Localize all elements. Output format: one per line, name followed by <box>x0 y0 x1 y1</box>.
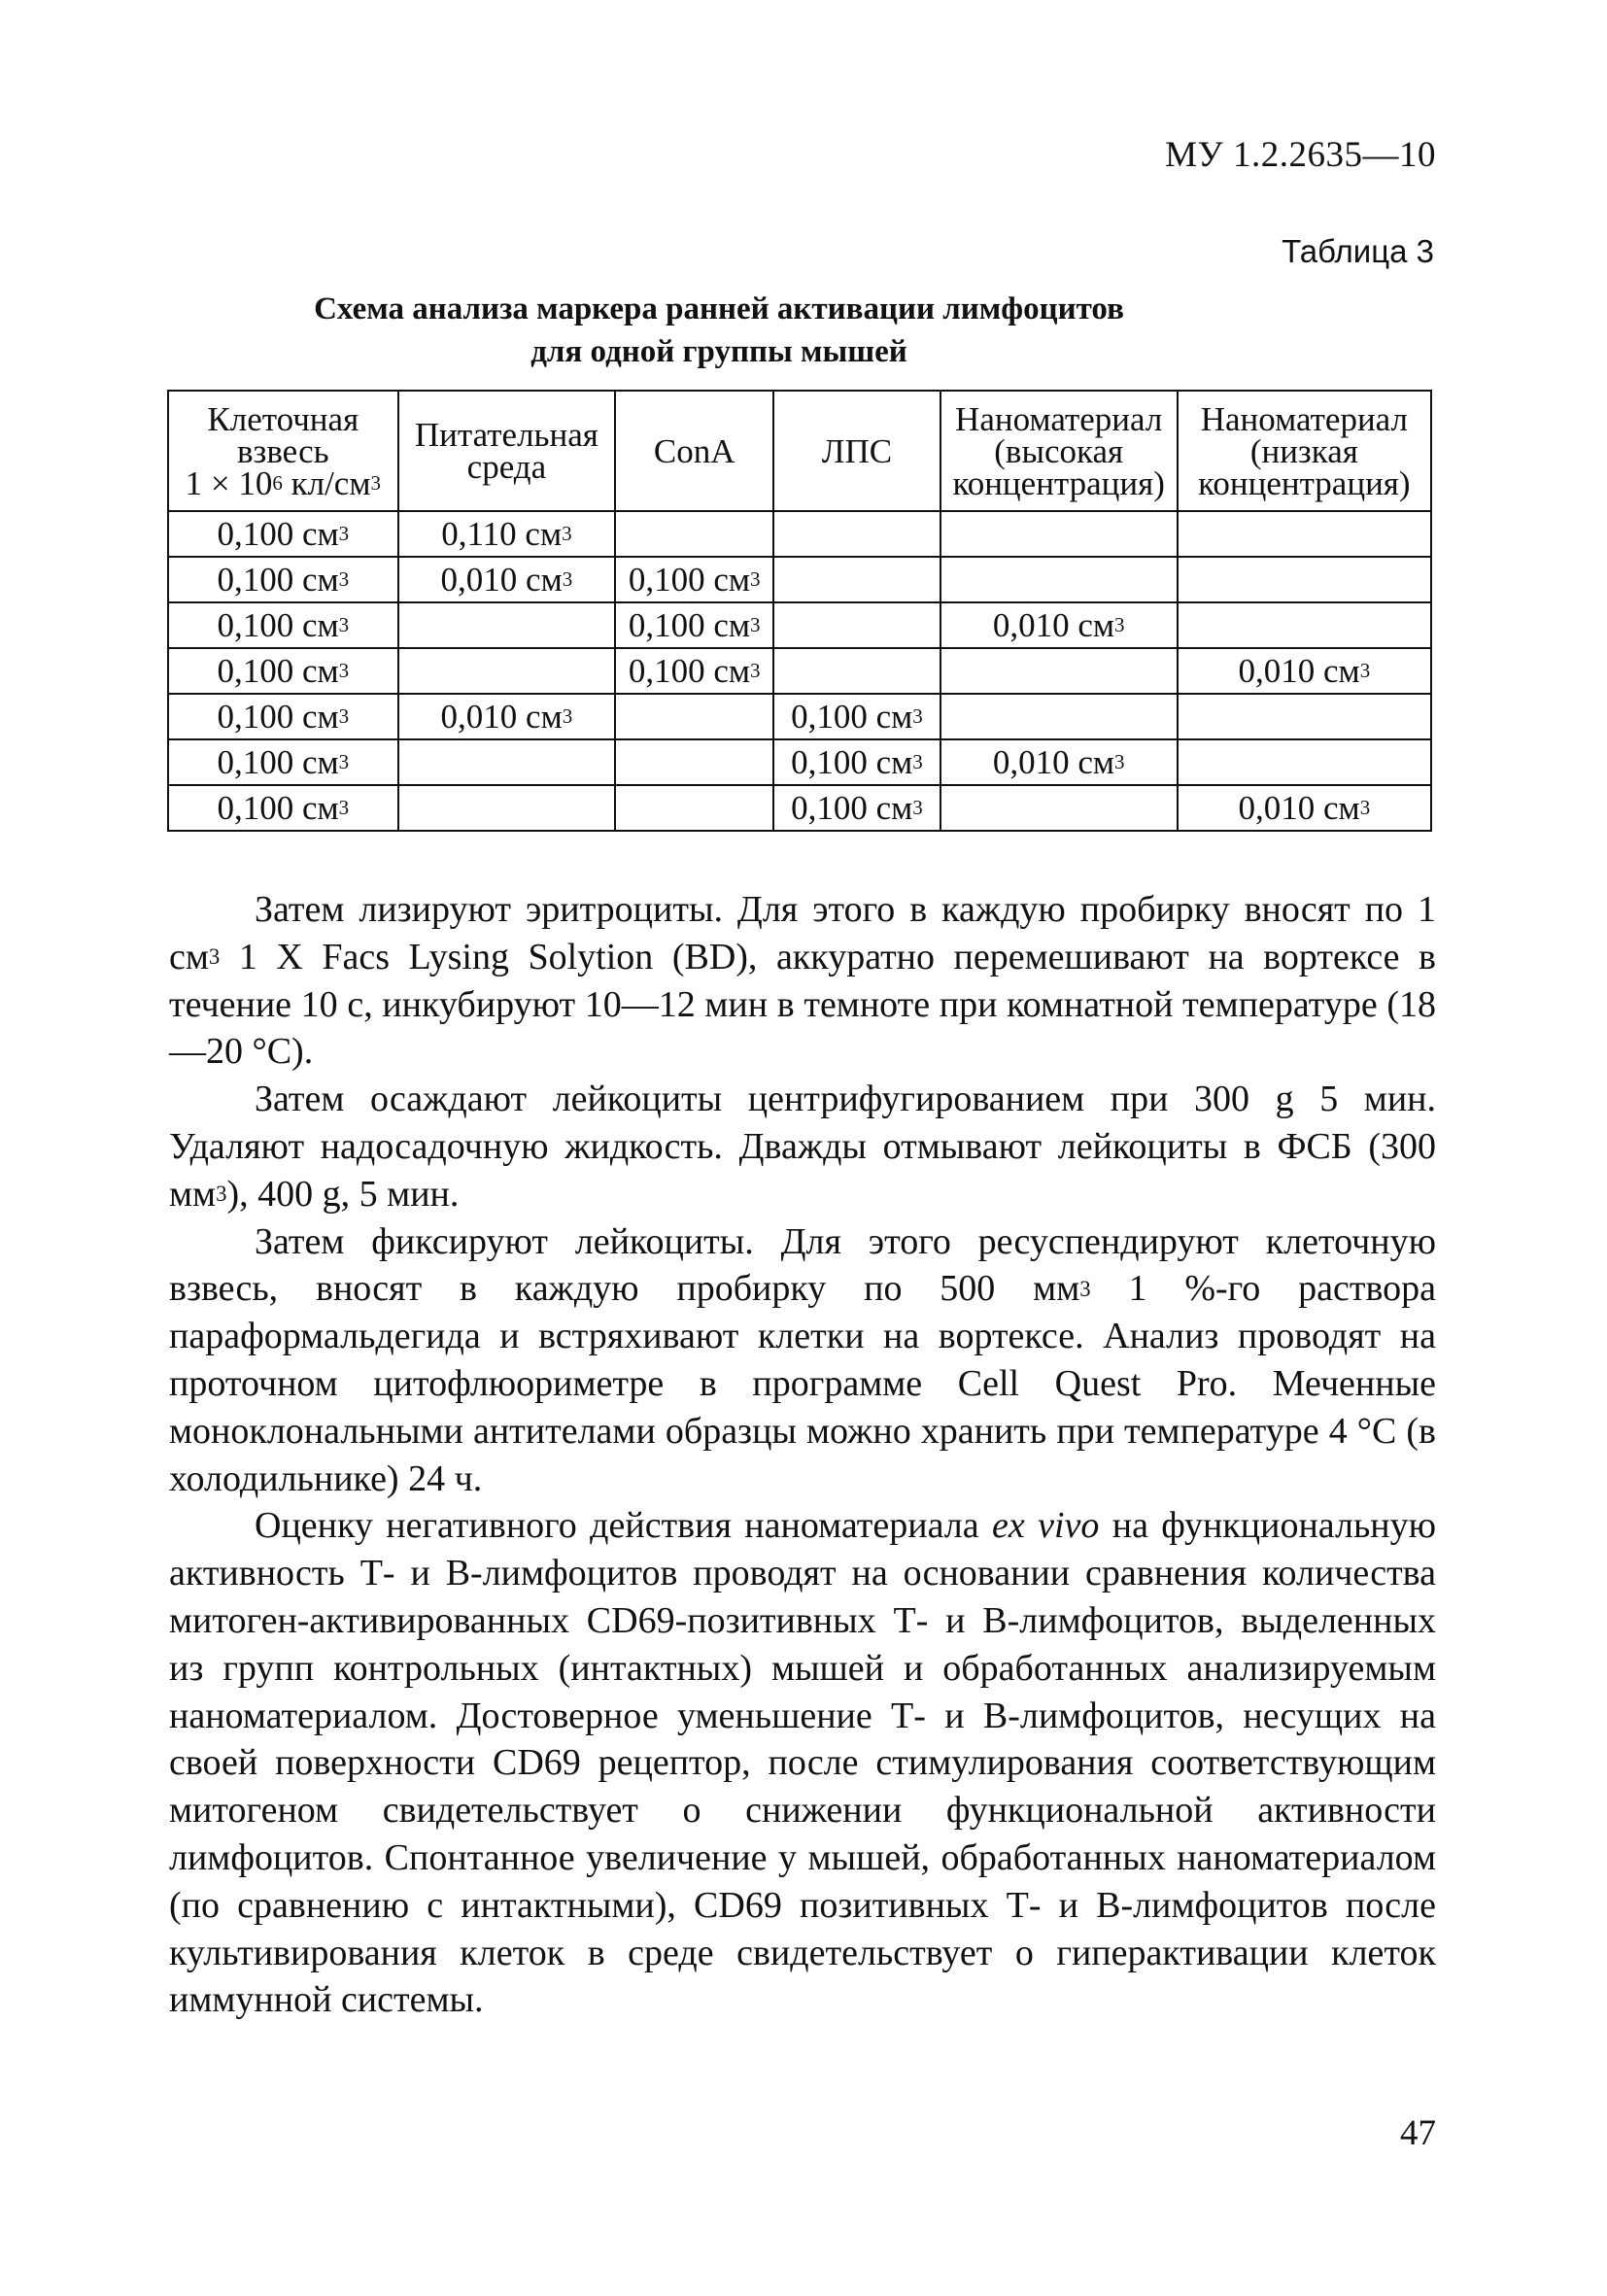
table-cell <box>168 785 398 831</box>
superscript: 3 <box>338 704 350 729</box>
unit-text: см <box>301 605 339 644</box>
paragraph-lysis <box>169 886 1436 1076</box>
header-nano-high <box>940 391 1178 511</box>
table-cell <box>398 602 616 648</box>
header-line: концентрация) <box>1198 463 1411 502</box>
superscript: 3 <box>338 522 350 546</box>
table-cell <box>168 739 398 785</box>
header-line: Питательная <box>414 416 598 454</box>
unit-text: см <box>1077 742 1115 781</box>
superscript: 3 <box>750 659 761 683</box>
cell-unit <box>517 698 526 736</box>
table-cell <box>398 648 616 694</box>
table-cell <box>773 602 940 648</box>
table-cell <box>168 602 398 648</box>
cell-unit <box>868 789 876 827</box>
superscript: 3 <box>1359 659 1371 683</box>
table-cell <box>615 511 773 557</box>
superscript: 3 <box>338 613 350 637</box>
unit-text: см <box>526 697 563 736</box>
unit-text: см <box>875 742 913 781</box>
document-code: МУ 1.2.2635—10 <box>1165 135 1436 175</box>
cell-value: 0,100 <box>628 651 705 690</box>
unit-text: см <box>875 788 913 827</box>
superscript: 3 <box>338 750 350 774</box>
unit-text: см <box>713 560 750 599</box>
unit-text: см <box>301 742 339 781</box>
table-cell <box>940 785 1178 831</box>
unit-text: см <box>713 651 750 690</box>
cell-unit <box>293 698 302 736</box>
cell-unit <box>293 743 302 781</box>
superscript: 3 <box>912 704 923 729</box>
paragraph-text: ), 400 g, 5 мин. <box>226 1173 460 1215</box>
unit-text: см <box>301 514 339 553</box>
table-title-line-1: Схема анализа маркера ранней активации лимфоцитов <box>314 291 1124 326</box>
paragraph-italic-text: ex vivo <box>991 1505 1100 1547</box>
cell-value: 0,010 <box>1238 788 1316 827</box>
table-row <box>168 739 1431 785</box>
cell-unit <box>868 743 876 781</box>
table-title <box>155 288 1282 373</box>
superscript: 3 <box>1114 750 1125 774</box>
table-cell <box>168 648 398 694</box>
table-row <box>168 557 1431 602</box>
superscript: 3 <box>338 659 350 683</box>
header-nano-low <box>1178 391 1431 511</box>
header-line: Наноматериал <box>1200 399 1408 438</box>
cell-unit <box>293 652 302 690</box>
cell-unit <box>293 606 302 644</box>
cell-unit <box>293 789 302 827</box>
superscript: 3 <box>562 567 573 592</box>
superscript: 3 <box>562 522 572 546</box>
table-cell <box>1178 694 1431 739</box>
header-text: 1 × 10 <box>185 463 273 502</box>
table-row <box>168 602 1431 648</box>
table-cell <box>615 557 773 602</box>
cell-unit <box>293 561 302 599</box>
paragraph-text: 1 %-го раствора параформальдегида и встряхивают клетки на вортексе. Анализ проводят на проточном цитофлюориметре в программе Cell Quest Pro. Меченные моноклональными антителами образцы можно хранить при температуре 4 °С (в холодильнике) 24 ч. <box>169 1268 1436 1499</box>
cell-value: 0,100 <box>217 651 294 690</box>
cell-unit <box>517 561 526 599</box>
page-number: 47 <box>1400 2113 1436 2153</box>
table-cell <box>940 557 1178 602</box>
superscript: 3 <box>370 471 381 496</box>
table-cell <box>1178 557 1431 602</box>
cell-value: 0,110 <box>441 514 517 553</box>
table-cell <box>1178 648 1431 694</box>
superscript: 3 <box>338 796 350 820</box>
superscript: 3 <box>1359 796 1371 820</box>
unit-text: см <box>1323 788 1360 827</box>
cell-value: 0,010 <box>1238 651 1316 690</box>
table-row <box>168 785 1431 831</box>
cell-value: 0,010 <box>992 742 1070 781</box>
header-line: взвесь <box>237 431 329 470</box>
cell-value: 0,100 <box>628 560 705 599</box>
table-row <box>168 511 1431 557</box>
table-cell <box>398 785 616 831</box>
unit-text: см <box>301 651 339 690</box>
table-cell <box>1178 511 1431 557</box>
table-cell <box>1178 785 1431 831</box>
cell-value: 0,010 <box>992 605 1070 644</box>
paragraph-text: Затем осаждают лейкоциты центрифугированием при 300 g 5 мин. Удаляют надосадочную жидкость. Дважды отмывают лейкоциты в ФСБ (300 мм <box>169 1079 1436 1215</box>
table-label: Таблица 3 <box>1282 233 1434 269</box>
table-cell <box>940 694 1178 739</box>
cell-unit <box>1315 789 1323 827</box>
cell-value: 0,100 <box>628 605 705 644</box>
paragraph-fixation <box>169 1218 1436 1503</box>
table-cell <box>773 648 940 694</box>
cell-value: 0,100 <box>217 742 294 781</box>
table-cell <box>940 602 1178 648</box>
paragraph-text: Затем фиксируют лейкоциты. Для этого ресуспендируют клеточную взвесь, вносят в каждую пробирку по 500 мм <box>169 1220 1436 1310</box>
table-cell <box>940 739 1178 785</box>
header-line: среда <box>466 448 547 486</box>
table-title-line-2: для одной группы мышей <box>530 334 907 369</box>
cell-value: 0,100 <box>217 788 294 827</box>
superscript: 3 <box>1114 613 1125 637</box>
cell-value: 0,100 <box>791 788 868 827</box>
unit-text: см <box>1077 605 1115 644</box>
table-cell <box>168 557 398 602</box>
header-cell-suspension <box>168 391 398 511</box>
superscript: 3 <box>912 750 923 774</box>
superscript: 3 <box>208 944 221 970</box>
table-cell <box>773 557 940 602</box>
table-cell <box>615 648 773 694</box>
header-text: кл/см <box>282 463 371 502</box>
cell-unit <box>1315 652 1323 690</box>
table-cell <box>1178 602 1431 648</box>
table-cell <box>1178 739 1431 785</box>
table-cell <box>615 739 773 785</box>
scheme-table <box>167 390 1432 832</box>
header-line: (высокая <box>994 431 1124 470</box>
paragraph-text: на функциональную активность Т- и В-лимфоцитов проводят на основании сравнения количества митоген-активированных CD69-позитивных Т- и В-лимфоцитов, выделенных из групп контрольных (интактных) мышей и обработанных анализируемым наноматериалом. Достоверное уменьшение Т- и В-лимфоцитов, несущих на своей поверхности CD69 рецептор, после стимулирования соответствующим митогеном свидетельствует о снижении функциональной активности лимфоцитов. Спонтанное увеличение у мышей, обработанных наноматериалом (по сравнению с интактными), CD69 позитивных Т- и В-лимфоцитов после культивирования клеток в среде свидетельствует о гиперактивации клеток иммунной системы. <box>169 1505 1436 2021</box>
table-cell <box>168 694 398 739</box>
cell-value: 0,010 <box>440 697 518 736</box>
cell-value: 0,100 <box>217 514 294 553</box>
cell-unit <box>705 561 714 599</box>
table-cell <box>398 694 616 739</box>
unit-text: см <box>301 788 339 827</box>
cell-value: 0,100 <box>791 742 868 781</box>
unit-text: см <box>525 514 563 553</box>
paragraph-text: Затем лизируют эритроциты. Для этого в каждую пробирку вносят по 1 см <box>169 889 1436 977</box>
table-cell <box>773 739 940 785</box>
paragraph-text: 1 X Facs Lysing Solytion (BD), аккуратно перемешивают на вортексе в течение 10 с, инкубируют 10—12 мин в темноте при комнатной температуре (18—20 °С). <box>169 936 1436 1073</box>
body-text <box>169 886 1436 2024</box>
cell-value: 0,100 <box>217 605 294 644</box>
superscript: 3 <box>750 567 761 592</box>
unit-text: см <box>1323 651 1360 690</box>
table-cell <box>773 785 940 831</box>
superscript: 3 <box>338 567 350 592</box>
table-cell <box>940 511 1178 557</box>
header-lps: ЛПС <box>773 391 940 511</box>
table-cell <box>398 739 616 785</box>
superscript: 3 <box>912 796 923 820</box>
table-cell <box>168 511 398 557</box>
superscript: 3 <box>1079 1276 1091 1301</box>
paragraph-centrifugation <box>169 1076 1436 1217</box>
table-cell <box>615 785 773 831</box>
header-nutrient-medium <box>398 391 616 511</box>
superscript: 3 <box>216 1182 227 1207</box>
cell-value: 0,100 <box>217 697 294 736</box>
superscript: 6 <box>272 471 283 496</box>
table-cell <box>773 694 940 739</box>
superscript: 3 <box>562 704 573 729</box>
table-cell <box>398 511 616 557</box>
paragraph-evaluation <box>169 1502 1436 2024</box>
paragraph-text: Оценку негативного действия наноматериала <box>255 1505 992 1547</box>
table-row <box>168 648 1431 694</box>
cell-unit <box>868 698 876 736</box>
header-line: (низкая <box>1249 431 1358 470</box>
header-cona: ConA <box>615 391 773 511</box>
table-body <box>168 511 1431 831</box>
table-row <box>168 694 1431 739</box>
header-line <box>169 463 397 502</box>
header-line: Клеточная <box>207 399 359 438</box>
unit-text: см <box>875 697 913 736</box>
table-cell <box>773 511 940 557</box>
cell-value: 0,010 <box>440 560 518 599</box>
unit-text: см <box>301 697 339 736</box>
table-cell <box>398 557 616 602</box>
cell-value: 0,100 <box>791 697 868 736</box>
unit-text: см <box>713 605 750 644</box>
unit-text: см <box>301 560 339 599</box>
table-header-row <box>168 391 1431 511</box>
cell-unit <box>705 606 714 644</box>
table-cell <box>940 648 1178 694</box>
header-line: концентрация) <box>952 463 1165 502</box>
header-line: Наноматериал <box>955 399 1163 438</box>
unit-text: см <box>526 560 563 599</box>
cell-unit <box>293 515 302 553</box>
table-cell <box>615 694 773 739</box>
table-cell <box>615 602 773 648</box>
cell-unit <box>705 652 714 690</box>
cell-value: 0,100 <box>217 560 294 599</box>
superscript: 3 <box>750 613 761 637</box>
